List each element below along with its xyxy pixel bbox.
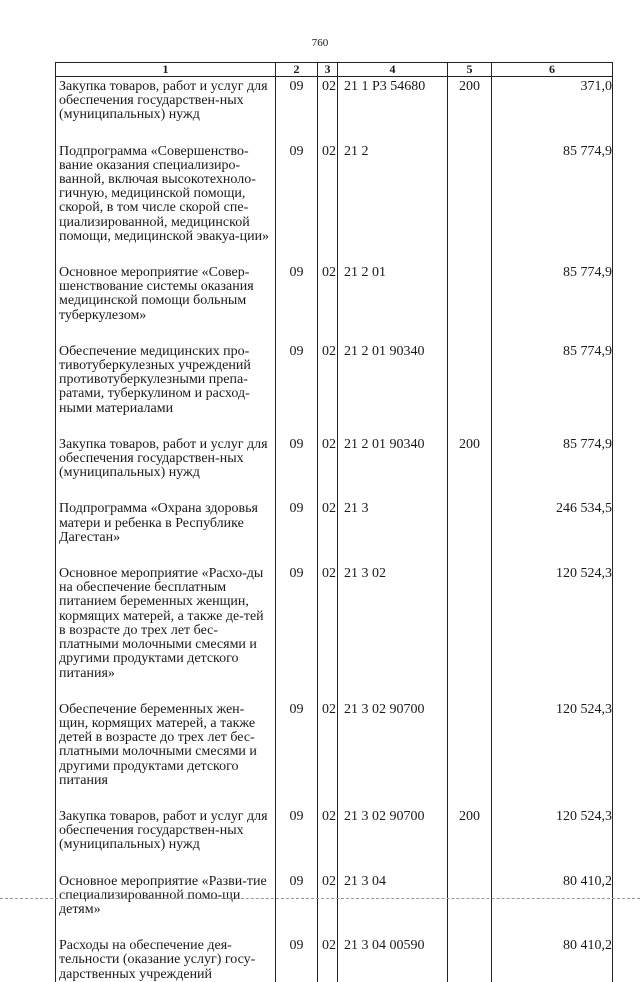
column-header: 5 bbox=[448, 63, 492, 77]
row-target-code: 21 3 02 90700 bbox=[338, 810, 448, 875]
row-subsection: 02 bbox=[318, 939, 338, 982]
row-target-code: 21 2 bbox=[338, 145, 448, 266]
row-section: 09 bbox=[276, 77, 318, 145]
page-bottom-rule bbox=[0, 898, 640, 900]
row-name: Подпрограмма «Совершенство-вание оказания специализиро-ванной, включая высокотехноло-гичную, медицинской помощи, скорой, в том числе скорой спе-циализированной, медицинской помощи, медицинской эвакуа-ции» bbox=[56, 145, 276, 266]
row-expense-type bbox=[448, 266, 492, 345]
table-header-row bbox=[56, 63, 613, 77]
row-name: Основное мероприятие «Разви-тие специализированной помо-щи детям» bbox=[56, 875, 276, 940]
table-row bbox=[56, 567, 613, 703]
row-target-code: 21 2 01 90340 bbox=[338, 438, 448, 503]
row-section: 09 bbox=[276, 266, 318, 345]
row-section: 09 bbox=[276, 875, 318, 940]
column-header: 4 bbox=[338, 63, 448, 77]
row-name: Основное мероприятие «Расхо-ды на обеспечение бесплатным питанием беременных женщин, кормящих матерей, а также де-тей в возрасте до трех лет бес-платными молочными смесями и другими продуктами детского питания» bbox=[56, 567, 276, 703]
table-row bbox=[56, 502, 613, 567]
row-subsection: 02 bbox=[318, 567, 338, 703]
row-amount: 85 774,9 bbox=[492, 438, 613, 503]
table-row bbox=[56, 703, 613, 810]
row-amount: 85 774,9 bbox=[492, 266, 613, 345]
row-section: 09 bbox=[276, 939, 318, 982]
row-subsection: 02 bbox=[318, 703, 338, 810]
row-target-code: 21 3 04 bbox=[338, 875, 448, 940]
row-target-code: 21 3 02 90700 bbox=[338, 703, 448, 810]
row-amount: 80 410,2 bbox=[492, 875, 613, 940]
row-amount: 120 524,3 bbox=[492, 703, 613, 810]
row-name: Закупка товаров, работ и услуг для обеспечения государствен-ных (муниципальных) нужд bbox=[56, 810, 276, 875]
table-row bbox=[56, 266, 613, 345]
row-amount: 80 410,2 bbox=[492, 939, 613, 982]
row-expense-type bbox=[448, 703, 492, 810]
row-subsection: 02 bbox=[318, 875, 338, 940]
row-name: Расходы на обеспечение дея-тельности (оказание услуг) госу-дарственных учреждений bbox=[56, 939, 276, 982]
table-row bbox=[56, 939, 613, 982]
row-section: 09 bbox=[276, 703, 318, 810]
row-amount: 246 534,5 bbox=[492, 502, 613, 567]
table-row bbox=[56, 875, 613, 940]
table-row bbox=[56, 810, 613, 875]
row-amount: 85 774,9 bbox=[492, 345, 613, 438]
row-expense-type: 200 bbox=[448, 810, 492, 875]
row-subsection: 02 bbox=[318, 145, 338, 266]
row-subsection: 02 bbox=[318, 345, 338, 438]
row-expense-type bbox=[448, 145, 492, 266]
row-section: 09 bbox=[276, 145, 318, 266]
row-name: Обеспечение медицинских про-тивотуберкулезных учреждений противотуберкулезными препа-ратами, туберкулином и расход-ными материалами bbox=[56, 345, 276, 438]
row-expense-type: 200 bbox=[448, 438, 492, 503]
row-subsection: 02 bbox=[318, 810, 338, 875]
row-section: 09 bbox=[276, 502, 318, 567]
row-target-code: 21 1 P3 54680 bbox=[338, 77, 448, 145]
row-subsection: 02 bbox=[318, 77, 338, 145]
row-expense-type bbox=[448, 875, 492, 940]
row-expense-type bbox=[448, 567, 492, 703]
row-section: 09 bbox=[276, 438, 318, 503]
row-expense-type bbox=[448, 502, 492, 567]
table-row bbox=[56, 438, 613, 503]
row-subsection: 02 bbox=[318, 502, 338, 567]
column-header: 2 bbox=[276, 63, 318, 77]
row-target-code: 21 2 01 90340 bbox=[338, 345, 448, 438]
row-target-code: 21 3 bbox=[338, 502, 448, 567]
row-name: Основное мероприятие «Совер-шенствование системы оказания медицинской помощи больным туберкулезом» bbox=[56, 266, 276, 345]
table-row bbox=[56, 145, 613, 266]
row-subsection: 02 bbox=[318, 438, 338, 503]
table-row bbox=[56, 345, 613, 438]
row-target-code: 21 3 04 00590 bbox=[338, 939, 448, 982]
column-header: 3 bbox=[318, 63, 338, 77]
row-amount: 120 524,3 bbox=[492, 567, 613, 703]
row-expense-type: 200 bbox=[448, 77, 492, 145]
row-expense-type bbox=[448, 345, 492, 438]
row-name: Подпрограмма «Охрана здоровья матери и ребенка в Республике Дагестан» bbox=[56, 502, 276, 567]
row-section: 09 bbox=[276, 345, 318, 438]
row-name: Обеспечение беременных жен-щин, кормящих матерей, а также детей в возрасте до трех лет бес-платными молочными смесями и другими продуктами детского питания bbox=[56, 703, 276, 810]
budget-table bbox=[55, 62, 613, 982]
table-body bbox=[56, 77, 613, 982]
column-header: 1 bbox=[56, 63, 276, 77]
row-section: 09 bbox=[276, 567, 318, 703]
row-section: 09 bbox=[276, 810, 318, 875]
table-row bbox=[56, 77, 613, 145]
page-number: 760 bbox=[311, 37, 329, 49]
column-header: 6 bbox=[492, 63, 613, 77]
row-subsection: 02 bbox=[318, 266, 338, 345]
row-amount: 85 774,9 bbox=[492, 145, 613, 266]
row-name: Закупка товаров, работ и услуг для обеспечения государствен-ных (муниципальных) нужд bbox=[56, 438, 276, 503]
row-target-code: 21 3 02 bbox=[338, 567, 448, 703]
row-name: Закупка товаров, работ и услуг для обеспечения государствен-ных (муниципальных) нужд bbox=[56, 77, 276, 145]
row-amount: 120 524,3 bbox=[492, 810, 613, 875]
row-expense-type bbox=[448, 939, 492, 982]
row-target-code: 21 2 01 bbox=[338, 266, 448, 345]
row-amount: 371,0 bbox=[492, 77, 613, 145]
